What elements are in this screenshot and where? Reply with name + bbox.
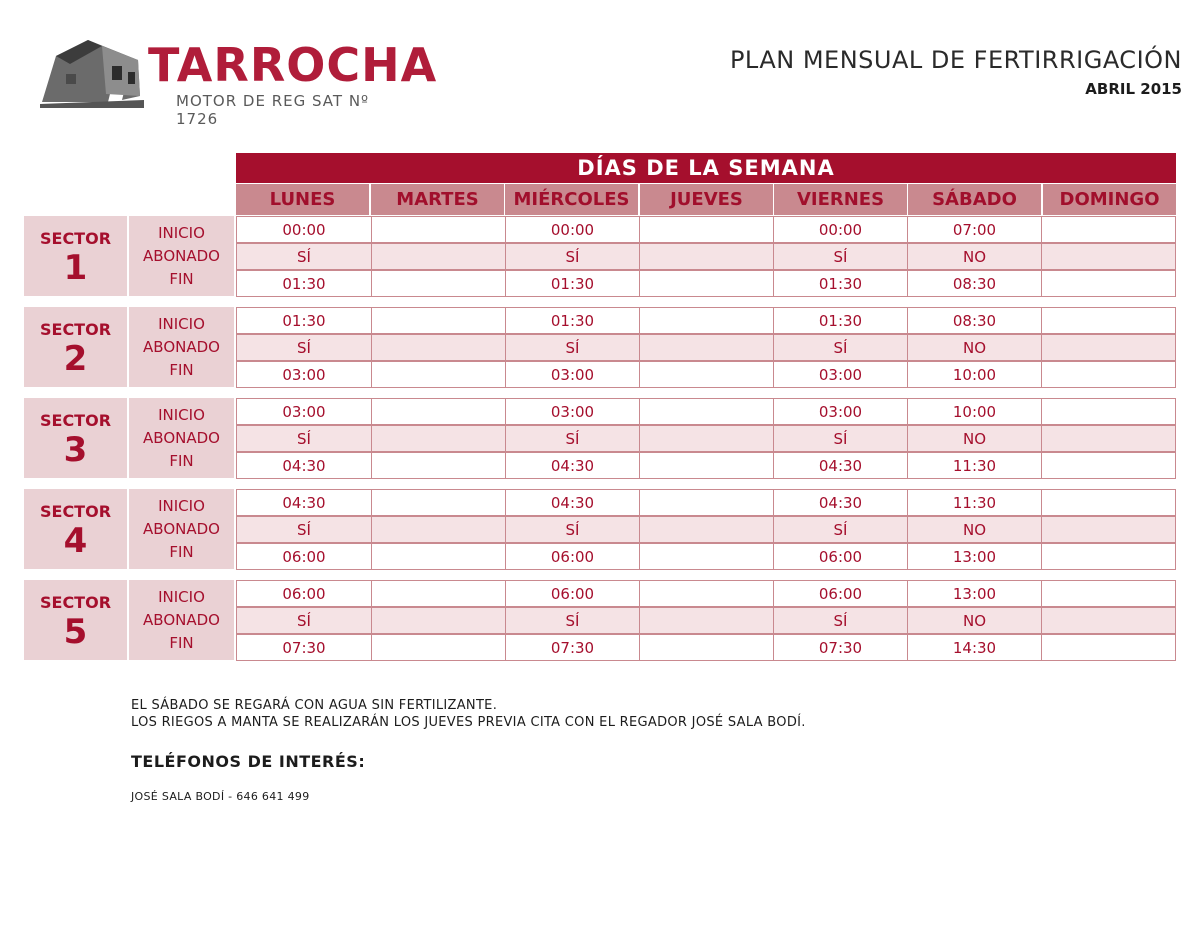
sector-word: SECTOR bbox=[39, 502, 112, 521]
table-cell: 13:00 bbox=[907, 581, 1041, 606]
table-cell: 07:30 bbox=[282, 639, 326, 657]
note-line: LOS RIEGOS A MANTA SE REALIZARÁN LOS JUEVES PREVIA CITA CON EL REGADOR JOSÉ SALA BODÍ. bbox=[131, 715, 806, 730]
sector-label-2 bbox=[24, 307, 127, 387]
table-cell bbox=[371, 217, 505, 242]
row-label: INICIO bbox=[158, 588, 205, 606]
table-cell: 04:30 bbox=[505, 453, 639, 478]
table-cell bbox=[371, 399, 505, 424]
table-row bbox=[236, 270, 1176, 297]
page-month: ABRIL 2015 bbox=[1085, 80, 1182, 98]
table-cell: SÍ bbox=[297, 430, 311, 448]
table-cell bbox=[639, 453, 773, 478]
table-cell: SÍ bbox=[505, 244, 639, 269]
table-cell: 00:00 bbox=[282, 221, 326, 239]
table-cell bbox=[1041, 490, 1175, 515]
row-label: ABONADO bbox=[143, 429, 220, 447]
table-cell: NO bbox=[907, 608, 1041, 633]
table-row bbox=[236, 398, 1176, 425]
table-cell: SÍ bbox=[505, 335, 639, 360]
table-row bbox=[236, 307, 1176, 334]
table-cell: 00:00 bbox=[505, 217, 639, 242]
table-cell: 03:00 bbox=[282, 366, 326, 384]
table-cell: SÍ bbox=[505, 517, 639, 542]
table-cell: NO bbox=[907, 335, 1041, 360]
table-cell: 11:30 bbox=[907, 453, 1041, 478]
table-cell: SÍ bbox=[505, 608, 639, 633]
sector-word: SECTOR bbox=[39, 593, 112, 612]
table-cell: 01:30 bbox=[773, 308, 907, 333]
table-cell bbox=[371, 426, 505, 451]
table-cell: 01:30 bbox=[282, 312, 326, 330]
table-cell bbox=[371, 517, 505, 542]
table-cell bbox=[371, 581, 505, 606]
table-row bbox=[236, 361, 1176, 388]
row-label: ABONADO bbox=[143, 247, 220, 265]
table-cell: 04:30 bbox=[282, 494, 326, 512]
table-cell: SÍ bbox=[773, 335, 907, 360]
row-label: ABONADO bbox=[143, 611, 220, 629]
sector-number: 4 bbox=[63, 521, 88, 561]
table-cell: 06:00 bbox=[282, 585, 326, 603]
row-label: INICIO bbox=[158, 224, 205, 242]
table-row bbox=[236, 489, 1176, 516]
table-cell: SÍ bbox=[297, 521, 311, 539]
table-cell bbox=[371, 635, 505, 660]
table-cell bbox=[1041, 244, 1175, 269]
table-cell: SÍ bbox=[773, 426, 907, 451]
table-cell bbox=[1041, 362, 1175, 387]
building-logo-icon bbox=[40, 36, 144, 108]
table-cell: 06:00 bbox=[505, 544, 639, 569]
table-cell: 01:30 bbox=[282, 275, 326, 293]
table-cell bbox=[639, 608, 773, 633]
table-cell: 10:00 bbox=[907, 399, 1041, 424]
contacts-title: TELÉFONOS DE INTERÉS: bbox=[131, 752, 366, 771]
sector-label-1 bbox=[24, 216, 127, 296]
sector-label-4 bbox=[24, 489, 127, 569]
day-header-jueves: JUEVES bbox=[640, 184, 773, 215]
page-title: PLAN MENSUAL DE FERTIRRIGACIÓN bbox=[729, 46, 1182, 74]
sector-number: 3 bbox=[63, 430, 88, 470]
row-label: INICIO bbox=[158, 315, 205, 333]
table-cell bbox=[1041, 581, 1175, 606]
table-cell: NO bbox=[907, 244, 1041, 269]
table-cell bbox=[1041, 453, 1175, 478]
table-cell bbox=[639, 426, 773, 451]
day-header-martes: MARTES bbox=[371, 184, 504, 215]
table-cell: 01:30 bbox=[505, 308, 639, 333]
table-row bbox=[236, 216, 1176, 243]
row-labels-3 bbox=[129, 398, 234, 478]
table-cell: 06:00 bbox=[282, 548, 326, 566]
table-cell bbox=[639, 490, 773, 515]
sector-word: SECTOR bbox=[39, 320, 112, 339]
day-header-miercoles: MIÉRCOLES bbox=[505, 184, 638, 215]
table-cell: 03:00 bbox=[505, 362, 639, 387]
brand-subtitle: MOTOR DE REG SAT Nº 1726 bbox=[176, 92, 370, 128]
table-row bbox=[236, 516, 1176, 543]
table-cell bbox=[1041, 426, 1175, 451]
table-cell: 03:00 bbox=[773, 362, 907, 387]
table-cell bbox=[371, 271, 505, 296]
table-cell: SÍ bbox=[297, 612, 311, 630]
table-cell bbox=[371, 544, 505, 569]
table-cell: 06:00 bbox=[505, 581, 639, 606]
table-cell: SÍ bbox=[297, 339, 311, 357]
table-row bbox=[236, 580, 1176, 607]
table-row bbox=[236, 607, 1176, 634]
table-row bbox=[236, 334, 1176, 361]
sector-number: 2 bbox=[63, 339, 88, 379]
table-cell bbox=[1041, 544, 1175, 569]
table-cell bbox=[639, 271, 773, 296]
table-cell bbox=[371, 608, 505, 633]
table-cell bbox=[371, 244, 505, 269]
row-labels-2 bbox=[129, 307, 234, 387]
table-cell: 04:30 bbox=[505, 490, 639, 515]
table-cell bbox=[639, 544, 773, 569]
table-cell: 11:30 bbox=[907, 490, 1041, 515]
table-cell: SÍ bbox=[773, 608, 907, 633]
table-cell: 04:30 bbox=[773, 490, 907, 515]
day-header-lunes: LUNES bbox=[236, 184, 369, 215]
sector-word: SECTOR bbox=[39, 229, 112, 248]
table-cell: 03:00 bbox=[773, 399, 907, 424]
table-cell bbox=[1041, 271, 1175, 296]
row-label: INICIO bbox=[158, 406, 205, 424]
day-header-sabado: SÁBADO bbox=[908, 184, 1041, 215]
table-cell: 06:00 bbox=[773, 544, 907, 569]
table-cell bbox=[639, 217, 773, 242]
table-row bbox=[236, 452, 1176, 479]
sector-label-3 bbox=[24, 398, 127, 478]
table-cell: SÍ bbox=[297, 248, 311, 266]
table-cell: 04:30 bbox=[282, 457, 326, 475]
brand-name: TARROCHA bbox=[148, 38, 438, 92]
row-label: ABONADO bbox=[143, 338, 220, 356]
row-labels-4 bbox=[129, 489, 234, 569]
table-cell: 01:30 bbox=[505, 271, 639, 296]
row-labels-5 bbox=[129, 580, 234, 660]
table-cell: 08:30 bbox=[907, 271, 1041, 296]
sector-word: SECTOR bbox=[39, 411, 112, 430]
table-cell: 04:30 bbox=[773, 453, 907, 478]
table-cell bbox=[639, 335, 773, 360]
table-row bbox=[236, 243, 1176, 270]
table-cell: 06:00 bbox=[773, 581, 907, 606]
table-cell bbox=[1041, 217, 1175, 242]
row-label: FIN bbox=[169, 634, 194, 652]
table-cell bbox=[1041, 608, 1175, 633]
table-cell bbox=[639, 581, 773, 606]
table-cell: 07:00 bbox=[907, 217, 1041, 242]
row-label: FIN bbox=[169, 452, 194, 470]
table-cell bbox=[639, 517, 773, 542]
table-cell: 14:30 bbox=[907, 635, 1041, 660]
table-cell bbox=[639, 308, 773, 333]
note-line: EL SÁBADO SE REGARÁ CON AGUA SIN FERTILIZANTE. bbox=[131, 698, 498, 713]
table-row bbox=[236, 634, 1176, 661]
days-group-header: DÍAS DE LA SEMANA bbox=[236, 153, 1176, 183]
table-cell bbox=[371, 453, 505, 478]
table-cell: 08:30 bbox=[907, 308, 1041, 333]
table-cell: 10:00 bbox=[907, 362, 1041, 387]
table-cell: SÍ bbox=[773, 517, 907, 542]
table-row bbox=[236, 425, 1176, 452]
table-cell: SÍ bbox=[773, 244, 907, 269]
table-cell bbox=[371, 362, 505, 387]
table-cell: NO bbox=[907, 426, 1041, 451]
table-cell bbox=[1041, 399, 1175, 424]
day-header-domingo: DOMINGO bbox=[1043, 184, 1176, 215]
table-cell bbox=[1041, 335, 1175, 360]
sector-label-5 bbox=[24, 580, 127, 660]
table-cell: 03:00 bbox=[282, 403, 326, 421]
table-row bbox=[236, 543, 1176, 570]
table-cell: SÍ bbox=[505, 426, 639, 451]
row-label: FIN bbox=[169, 361, 194, 379]
sector-number: 5 bbox=[63, 612, 88, 652]
table-cell bbox=[371, 490, 505, 515]
table-cell bbox=[639, 635, 773, 660]
contact-line: JOSÉ SALA BODÍ - 646 641 499 bbox=[131, 790, 310, 803]
day-header-viernes: VIERNES bbox=[774, 184, 907, 215]
table-cell bbox=[1041, 308, 1175, 333]
table-cell bbox=[639, 244, 773, 269]
table-cell: 03:00 bbox=[505, 399, 639, 424]
table-cell bbox=[1041, 517, 1175, 542]
row-label: FIN bbox=[169, 270, 194, 288]
sector-number: 1 bbox=[63, 248, 88, 288]
brand-logo bbox=[40, 36, 438, 128]
table-cell: 13:00 bbox=[907, 544, 1041, 569]
notes bbox=[131, 697, 806, 731]
row-labels-1 bbox=[129, 216, 234, 296]
table-cell: 01:30 bbox=[773, 271, 907, 296]
table-cell bbox=[1041, 635, 1175, 660]
row-label: ABONADO bbox=[143, 520, 220, 538]
table-cell: 07:30 bbox=[773, 635, 907, 660]
table-cell bbox=[639, 362, 773, 387]
table-cell: 00:00 bbox=[773, 217, 907, 242]
table-cell bbox=[371, 308, 505, 333]
row-label: FIN bbox=[169, 543, 194, 561]
row-label: INICIO bbox=[158, 497, 205, 515]
table-cell: NO bbox=[907, 517, 1041, 542]
table-cell: 07:30 bbox=[505, 635, 639, 660]
table-cell bbox=[371, 335, 505, 360]
table-cell bbox=[639, 399, 773, 424]
